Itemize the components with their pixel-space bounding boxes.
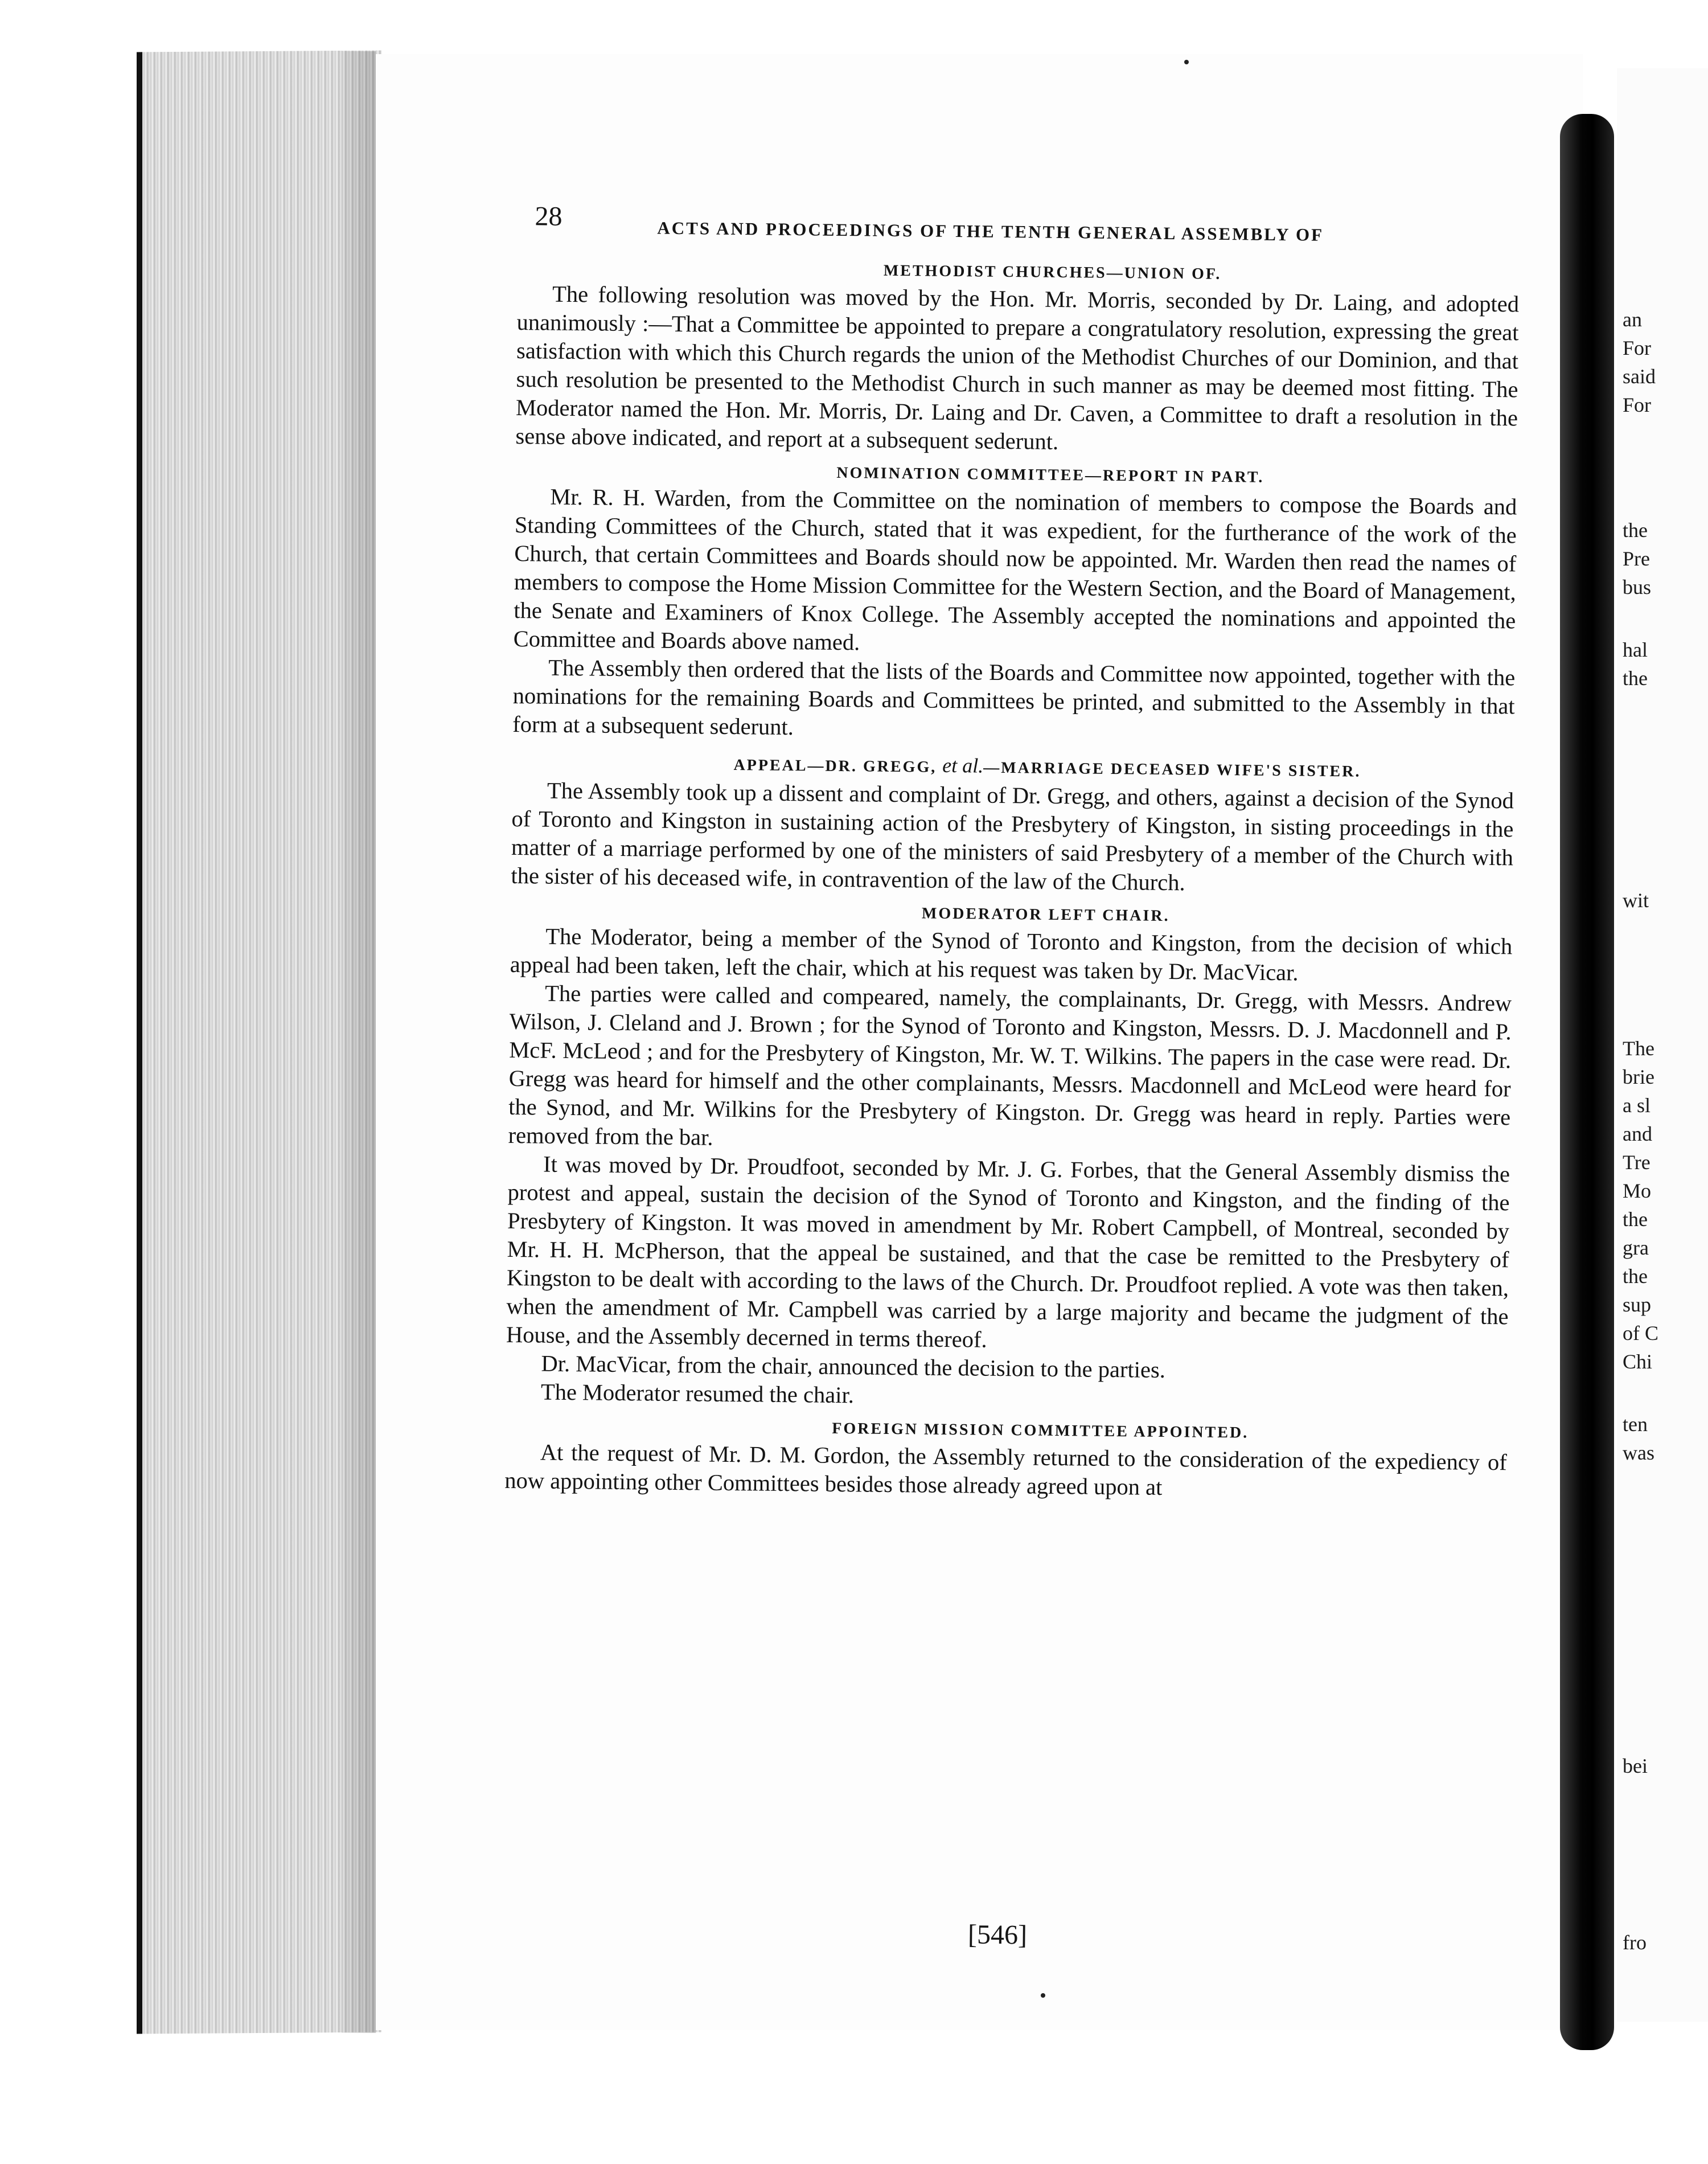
section-foreign-mission <box>504 1416 1507 1505</box>
paragraph: The following resolution was moved by the Hon. Mr. Morris, seconded by Dr. Laing, and adopted unanimously :—That a Committee be appointed to prepare a congratulatory resolution, expressing the great satisfaction with which this Church regards the union of the Methodist Churches of our Dominion, and that such resolution be presented to the Methodist Church in such manner as may be deemed most fitting. The Moderator named the Hon. Mr. Morris, Dr. Laing and Dr. Caven, a Committee to draft a resolution in the sense above indicated, and report at a subsequent sederunt. <box>515 281 1520 454</box>
paragraph: The Assembly then ordered that the lists of the Boards and Committee now appointed, together with the nominations for the remaining Boards and Committees be printed, and submitted to the Assembly in that form at a subsequent sederunt. <box>512 654 1516 740</box>
facing-page-fragment: bei <box>1623 1755 1648 1777</box>
paragraph: It was moved by Dr. Proudfoot, seconded by Mr. J. G. Forbes, that the General Assembly dismiss the protest and appeal, sustain the decision of the Synod of Toronto and Kingston, and the finding of the Presbytery of Kingston. It was moved in amendment by Mr. Robert Campbell, of Montreal, seconded by Mr. H. H. McPherson, that the appeal be sustained, and that the case be remitted to the Presbytery of Kingston to be dealt with according to the laws of the Church. Dr. Proudfoot replied. A vote was then taken, when the amendment of Mr. Campbell was carried by a large majority and became the judgment of the House, and the Assembly decerned in terms thereof. <box>506 1151 1510 1352</box>
facing-page-fragment: of C <box>1623 1322 1658 1345</box>
facing-page-fragment: Tre <box>1623 1151 1650 1174</box>
facing-page-fragment: Mo <box>1623 1179 1652 1202</box>
facing-page-fragment: brie <box>1623 1065 1654 1088</box>
paragraph: The parties were called and compeared, namely, the complainants, Dr. Gregg, with Messrs. Andrew Wilson, J. Cleland and J. Brown ; for the Synod of Toronto and Kingston, Messrs. D. J. Macdonnell and P. McF. McLeod ; and for the Presbytery of Kingston, Mr. W. T. Wilkins. The papers in the case were read. Dr. Gregg was heard for himself and the other complainants, Messrs. Macdonnell and McLeod were heard for the Synod, and Mr. Wilkins for the Presbytery of Kingston. Dr. Gregg was heard in reply. Parties were removed from the bar. <box>508 980 1512 1150</box>
facing-page-fragment: hal <box>1623 638 1648 661</box>
facing-page-fragment: was <box>1623 1441 1654 1464</box>
speck <box>1184 60 1189 64</box>
facing-page-fragment: the <box>1623 1265 1648 1288</box>
page-number: 28 <box>535 201 563 232</box>
section-heading: MODERATOR LEFT CHAIR. <box>921 904 1170 925</box>
facing-page-fragment: Chi <box>1623 1350 1653 1373</box>
facing-page-fragment: the <box>1623 519 1648 542</box>
section-heading: METHODIST CHURCHES—UNION OF. <box>883 261 1222 283</box>
facing-page-fragment: and <box>1623 1122 1652 1145</box>
section-heading-part: APPEAL—DR. GREGG, <box>733 756 937 776</box>
running-head: ACTS AND PROCEEDINGS OF THE TENTH GENERAL ASSEMBLY OF <box>657 218 1324 245</box>
paragraph: Mr. R. H. Warden, from the Committee on the nomination of members to compose the Boards and Standing Committees of the Church, stated that it was expedient, for the furtherance of the work of the Church, that certain Committees and Boards should now be appointed. Mr. Warden then read the names of members to compose the Home Mission Committee for the Western Section, and the Board of Management, the Senate and Examiners of Knox College. The Assembly accepted the nominations and appointed the Committee and Boards above named. <box>513 483 1517 655</box>
facing-page-fragment: ten <box>1623 1413 1648 1436</box>
book-gutter <box>1560 114 1614 2050</box>
facing-page-fragment: Pre <box>1623 547 1650 570</box>
section-heading: NOMINATION COMMITTEE—REPORT IN PART. <box>836 464 1264 486</box>
facing-page-fragment: The <box>1623 1037 1654 1060</box>
section-moderator-left-chair <box>506 900 1513 1416</box>
facing-page-fragment: fro <box>1623 1931 1647 1954</box>
paragraph: The Moderator resumed the chair. <box>540 1379 855 1408</box>
facing-page-fragment: the <box>1623 1208 1648 1231</box>
facing-page-fragment: a sl <box>1623 1094 1650 1117</box>
page-footer-number: [546] <box>967 1919 1028 1950</box>
facing-page-fragment: an <box>1623 308 1642 331</box>
section-heading-part: —MARRIAGE DECEASED WIFE'S SISTER. <box>983 759 1361 781</box>
section-heading-italic: et al. <box>942 753 984 777</box>
facing-page <box>1617 68 1708 2022</box>
section-appeal-gregg <box>511 749 1514 900</box>
page-header <box>518 194 1520 258</box>
page-content <box>504 194 1520 1505</box>
facing-page-fragment: wit <box>1623 889 1649 912</box>
section-heading: FOREIGN MISSION COMMITTEE APPOINTED. <box>832 1419 1249 1442</box>
section-nomination-committee <box>512 461 1517 749</box>
paragraph: The Moderator, being a member of the Synod of Toronto and Kingston, from the decision of which appeal had been taken, left the chair, which at his request was taken by Dr. MacVicar. <box>510 923 1513 986</box>
facing-page-fragment: bus <box>1623 576 1652 599</box>
facing-page-fragment: For <box>1623 394 1652 416</box>
paragraph: Dr. MacVicar, from the chair, announced the decision to the parties. <box>541 1350 1166 1383</box>
facing-page-fragment: For <box>1623 337 1652 359</box>
paragraph: The Assembly took up a dissent and complaint of Dr. Gregg, and others, against a decision of the Synod of Toronto and Kingston in sustaining action of the Presbytery of Kingston, in sisting proceedings in the matter of a marriage performed by one of the ministers of said Presbytery of a member of the Church with the sister of his deceased wife, in contravention of the law of the Church. <box>511 777 1514 896</box>
paragraph: At the request of Mr. D. M. Gordon, the Assembly returned to the consideration of the expediency of now appointing other Committees besides those already agreed upon at <box>504 1439 1508 1500</box>
speck <box>1041 1993 1045 1998</box>
page-edge-shadow <box>342 51 376 2033</box>
facing-page-fragment: sup <box>1623 1293 1652 1316</box>
facing-page-fragment: the <box>1623 667 1648 690</box>
section-methodist-union <box>515 258 1519 461</box>
facing-page-fragment: said <box>1623 365 1656 388</box>
facing-page-fragment: gra <box>1623 1236 1649 1259</box>
